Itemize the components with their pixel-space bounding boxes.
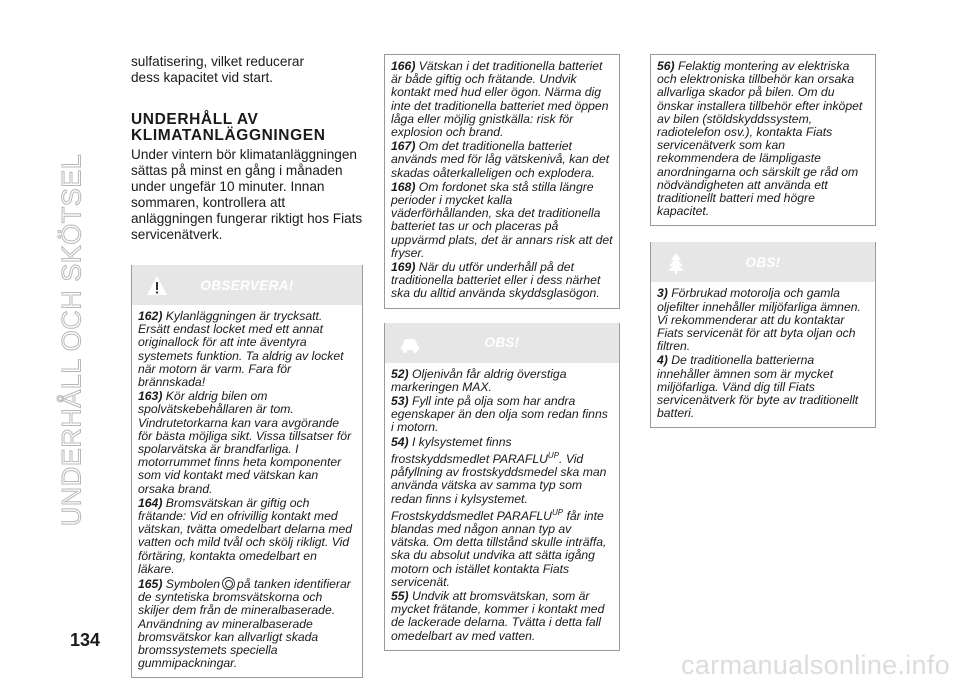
warning-box-header [132, 265, 362, 305]
column-3 [650, 54, 876, 428]
note-item: 54) I kylsystemet finns frostskyddsmedlet $PARAFLU^{UP}$. Vid påfyllning av frostskyddsmedel ska man använda vätska av samma typ som redan finns i kylsystemet. Frostskyddsmedlet $PARAFLU^{UP}$ får inte blandas med någon annan typ av vätska. Om detta tillstånd skulle inträffa, ska du absolut undvika att sätta igång motorn och istället kontakta Fiats servicenät. [391, 434, 607, 589]
tree-icon [665, 252, 687, 274]
note-item: 52) Oljenivån får aldrig överstiga markeringen MAX. [391, 366, 567, 394]
environment-box-body [651, 282, 875, 427]
obs-continued [650, 54, 876, 226]
warning-box [131, 265, 363, 678]
note-item: 168) Om fordonet ska stå stilla längre perioder i mycket kalla väderförhållanden, ska det traditionella batteriet tas ur och placeras på uppvärmd plats, det är annars risk att det fryser. [391, 179, 613, 260]
section-side-title: UNDERHÅLL OCH SKÖTSEL [56, 153, 87, 527]
obs-box-header [385, 323, 619, 363]
battery-warning-continued [384, 54, 620, 309]
environment-box-header [651, 242, 875, 282]
note-item: 56) Felaktig montering av elektriska och elektroniska tillbehör kan orsaka allvarliga skador på bilen. Om du önskar installera tillbehör efter inköpet av bilen (stöldskyddssystem, radiotelefon osv.), kontakta Fiats servicenätverk som kan rekommendera de lämpligaste anordningarna och särskilt ge råd om nödvändigheten att använda ett traditionellt batteri med högre kapacitet. [657, 59, 863, 219]
column-2 [384, 54, 620, 651]
warning-box-body [132, 305, 362, 677]
heading-line-2: KLIMATANLÄGGNINGEN [131, 127, 326, 144]
note-item: 53) Fyll inte på olja som har andra egenskaper än den olja som redan finns i motorn. [391, 394, 608, 435]
page-number: 134 [70, 630, 101, 650]
heading-line-1: UNDERHÅLL AV [131, 111, 259, 128]
intro-text: sulfatisering, vilket reducerar dess kapacitet vid start. [131, 54, 305, 85]
note-item: 166) Vätskan i det traditionella batteriet är både giftig och frätande. Undvik kontakt med hud eller ögon. Närma dig inte det traditionella batteriet med öppen låga eller möjlig gnistkälla: risk för explosion och brand. [391, 59, 609, 140]
section-body: Under vintern bör klimatanläggningen sättas på minst en gång i månaden under ungefär 10 minuter. Innan sommaren, kontrollera att anläggningen fungerar riktigt hos Fiats servicenätverk. [131, 147, 363, 242]
note-item: 4) De traditionella batterierna innehåller ämnen som är mycket miljöfarliga. Vänd dig till Fiats servicenätverk för byte av traditionellt batteri. [657, 353, 859, 421]
environment-box [650, 242, 876, 428]
note-item: 167) Om det traditionella batteriet används med för låg vätskenivå, kan det skadas oåterkalleligen och explodera. [391, 139, 610, 180]
brake-fluid-symbol-icon [222, 577, 235, 590]
column-1 [131, 54, 363, 678]
note-item: 169) När du utför underhåll på det traditionella batteriet eller i dess närhet ska du alltid använda skyddsglasögon. [391, 260, 601, 301]
note-item: 55) Undvik att bromsvätskan, som är mycket frätande, kommer i kontakt med de lackerade delarna. Tvätta i detta fall omedelbart av med vatten. [391, 589, 605, 643]
section-heading [131, 112, 363, 144]
obs-box-body [385, 363, 619, 650]
note-item: 165) Symbolen på tanken identifierar de syntetiska bromsvätskorna och skiljer dem från de mineralbaserade. Användning av mineralbaserade bromsvätskor kan allvarligt skada bromssystemets speciella gummipackningar. [138, 577, 351, 671]
warning-box-title: OBSERVERA! [200, 277, 294, 293]
obs-box [384, 323, 620, 651]
note-item: 3) Förbrukad motorolja och gamla oljefilter innehåller miljöfarliga ämnen. Vi rekommenderar att du kontaktar Fiats servicenät för att byta oljan och filtren. [657, 286, 861, 354]
warning-triangle-icon [146, 275, 168, 297]
car-icon [399, 333, 421, 355]
note-item: 162) Kylanläggningen är trycksatt. Ersätt endast locket med ett annat originallock för att inte äventyra systemets funktion. Ta aldrig av locket när motorn är varm. Fara för brännskada! [138, 309, 344, 390]
note-item: 163) Kör aldrig bilen om spolvätskebehållaren är tom. Vindrutetorkarna kan vara avgörande för bästa möjliga sikt. Vissa tillsatser för spolarvätska är brandfarliga. I motorrummet finns heta komponenter som vid kontakt med vätskan kan orsaka brand. [138, 389, 352, 496]
environment-box-title: OBS! [745, 254, 781, 270]
obs-box-title: OBS! [484, 335, 520, 351]
note-item: 164) Bromsvätskan är giftig och frätande: Vid en ofrivillig kontakt med vätskan, tvätta omedelbart delarna med vatten och mild tvål och skölj rikligt. Vid förtäring, kontakta omedelbart en läkare. [138, 495, 353, 576]
watermark: carmanualsonline.info [681, 650, 950, 680]
